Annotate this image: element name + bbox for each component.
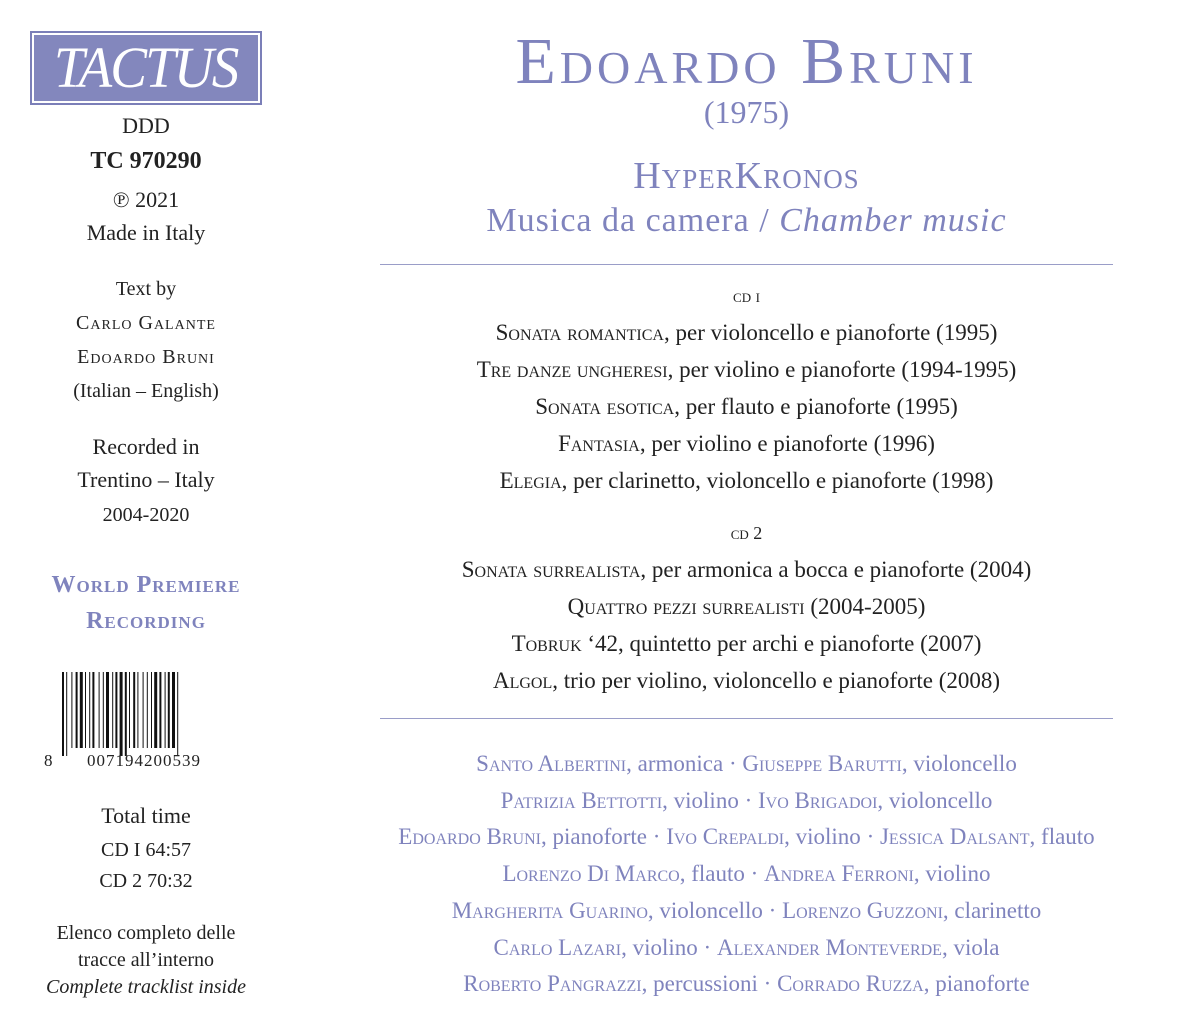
barcode-bar <box>159 672 161 748</box>
performer-line <box>300 822 1193 852</box>
performer-name: Corrado Ruzza <box>777 971 924 997</box>
performer-line <box>300 933 1193 963</box>
barcode-bar <box>85 672 86 748</box>
track-row <box>300 592 1193 622</box>
performer-name: Lorenzo Guzzoni <box>782 897 943 923</box>
performer-separator: · <box>762 897 783 923</box>
performer-name: Jessica Dalsant <box>879 824 1030 850</box>
performer-line <box>300 896 1193 926</box>
cd1-time: CD I 64:57 <box>101 839 191 861</box>
performer-role: , violoncello <box>877 787 993 813</box>
track-title: Quattro pezzi surrealisti <box>567 594 805 619</box>
barcode-bar <box>143 672 144 748</box>
performer-name: Santo Albertini <box>476 751 627 776</box>
performer-separator: · <box>723 751 743 776</box>
track-detail: , per violoncello e pianoforte (1995) <box>663 320 998 345</box>
cd2-time: CD 2 70:32 <box>99 870 193 892</box>
performer-role: , violino <box>784 824 861 850</box>
barcode-bar <box>106 672 109 748</box>
barcode-bar <box>129 672 130 748</box>
performer-line <box>300 859 1193 889</box>
divider-top <box>380 264 1113 265</box>
performer-line <box>300 969 1193 999</box>
performer-separator: · <box>738 787 758 813</box>
track-detail: , per violino e pianoforte (1996) <box>639 431 935 456</box>
barcode-bar <box>168 672 170 748</box>
barcode-bar <box>99 672 100 748</box>
barcode-bars <box>62 672 178 756</box>
composer-years: (1975) <box>703 94 790 130</box>
barcode-bar <box>172 672 175 748</box>
barcode-bar <box>125 672 127 756</box>
track-row <box>300 392 1193 422</box>
performer-name: Giuseppe Barutti <box>742 751 902 776</box>
performer-role: , pianoforte <box>541 824 648 850</box>
track-title: Sonata esotica <box>535 394 675 419</box>
premiere-line-1: World Premiere <box>51 572 241 598</box>
performer-role: , flauto <box>679 861 745 887</box>
performer-role: , clarinetto <box>942 897 1042 923</box>
performer-name: Edoardo Bruni <box>398 824 541 850</box>
cd1-label: cd i <box>733 286 760 306</box>
performer-separator: · <box>757 971 778 997</box>
author-1: Carlo Galante <box>76 312 216 334</box>
recorded-years: 2004-2020 <box>102 504 190 526</box>
barcode-bar <box>92 672 94 748</box>
performer-role: , violino <box>913 861 991 887</box>
barcode-bar <box>120 672 123 756</box>
languages: (Italian – English) <box>73 380 219 402</box>
track-row <box>300 666 1193 696</box>
barcode-bar <box>154 672 157 748</box>
track-row <box>300 355 1193 385</box>
track-title: Tre danze ungheresi <box>476 357 668 382</box>
tracklist-note-it-2: tracce all’interno <box>77 949 215 971</box>
performer-separator: · <box>744 861 765 887</box>
recorded-label: Recorded in <box>92 434 200 459</box>
track-title: Sonata romantica <box>495 320 664 345</box>
logo-box <box>34 35 258 101</box>
album-title: HyperKronos <box>633 155 860 197</box>
track-title: Tobruk ‘42 <box>511 631 619 656</box>
label-info-column <box>0 0 292 1021</box>
barcode-bar <box>103 672 104 748</box>
performer-separator: · <box>647 824 667 850</box>
performer-role: , pianoforte <box>923 971 1030 997</box>
performer-name: Patrizia Bettotti <box>500 787 663 813</box>
track-row <box>300 318 1193 348</box>
album-subtitle <box>300 200 1193 242</box>
performer-role: , violino <box>621 934 698 960</box>
divider-bottom <box>380 718 1113 719</box>
barcode-bar <box>133 672 135 748</box>
performer-separator: · <box>697 934 717 960</box>
barcode-bar <box>62 672 64 756</box>
barcode-bar <box>89 672 90 748</box>
track-detail: , quintetto per archi e pianoforte (2007) <box>618 631 982 656</box>
barcode-bar <box>71 672 72 748</box>
barcode-bar <box>165 672 166 748</box>
track-title: Fantasia <box>558 431 640 456</box>
total-time-label: Total time <box>101 803 191 828</box>
performer-role: , violoncello <box>647 897 763 923</box>
author-2: Edoardo Bruni <box>77 346 215 368</box>
performer-line <box>300 749 1193 779</box>
barcode-bar <box>177 672 178 756</box>
subtitle-italian: Musica da camera <box>486 202 750 239</box>
origin: Made in Italy <box>86 220 206 245</box>
barcode-bar <box>66 672 67 756</box>
barcode-bar <box>151 672 152 748</box>
performer-name: Ivo Brigadoi <box>758 787 878 813</box>
barcode-bar <box>112 672 113 748</box>
track-detail: , trio per violino, violoncello e pianoforte (2008) <box>552 668 1001 693</box>
track-row <box>300 429 1193 459</box>
barcode-digits: 007194200539 <box>87 751 201 770</box>
subtitle-english: Chamber music <box>779 202 1007 239</box>
track-detail: , per clarinetto, violoncello e pianoforte (1998) <box>561 468 994 493</box>
text-by-label: Text by <box>115 278 177 300</box>
performer-line <box>300 786 1193 816</box>
barcode-bar <box>115 672 117 748</box>
performer-role: , violino <box>662 787 739 813</box>
barcode-bar <box>80 672 83 748</box>
performer-role: , flauto <box>1029 824 1095 850</box>
phonogram-year: ℗ 2021 <box>112 187 180 212</box>
track-row <box>300 555 1193 585</box>
barcode-first-digit: 8 <box>44 751 53 770</box>
tracklist-note-it-1: Elenco completo delle <box>56 922 236 944</box>
track-title: Algol <box>492 668 553 693</box>
track-title: Sonata surrealista <box>461 557 641 582</box>
track-detail: , per violino e pianoforte (1994-1995) <box>667 357 1017 382</box>
barcode <box>36 670 246 770</box>
premiere-line-2: Recording <box>86 608 206 634</box>
performer-role: , armonica <box>626 751 724 776</box>
cd2-label: cd 2 <box>730 523 763 543</box>
performer-separator: · <box>860 824 880 850</box>
tactus-logo <box>30 31 262 105</box>
track-row <box>300 466 1193 496</box>
performer-name: Roberto Pangrazzi <box>463 971 642 997</box>
performer-name: Margherita Guarino <box>451 897 648 923</box>
composer-name: Edoardo Bruni <box>515 25 978 98</box>
track-detail: (2004-2005) <box>804 594 926 619</box>
track-row <box>300 629 1193 659</box>
barcode-bar <box>147 672 148 748</box>
barcode-bar <box>137 672 138 748</box>
track-detail: , per armonica a bocca e pianoforte (2004) <box>640 557 1032 582</box>
tracklist-note-en: Complete tracklist inside <box>46 976 246 998</box>
performer-name: Carlo Lazari <box>493 934 622 960</box>
performer-name: Ivo Crepaldi <box>666 824 785 850</box>
logo-text: TACTUS <box>54 35 238 100</box>
recorded-place: Trentino – Italy <box>77 467 215 492</box>
performer-name: Alexander Monteverde <box>716 934 942 960</box>
catalog-number: TC 970290 <box>90 148 202 174</box>
barcode-bar <box>76 672 78 748</box>
performer-role: , percussioni <box>641 971 758 997</box>
performer-role: , violoncello <box>901 751 1017 776</box>
subtitle-separator: / <box>749 202 780 239</box>
track-title: Elegia <box>499 468 562 493</box>
track-detail: , per flauto e pianoforte (1995) <box>674 394 958 419</box>
performer-role: , viola <box>941 934 1000 960</box>
performer-name: Andrea Ferroni <box>764 861 914 887</box>
performer-name: Lorenzo Di Marco <box>502 861 680 887</box>
format-code: DDD <box>122 113 170 138</box>
